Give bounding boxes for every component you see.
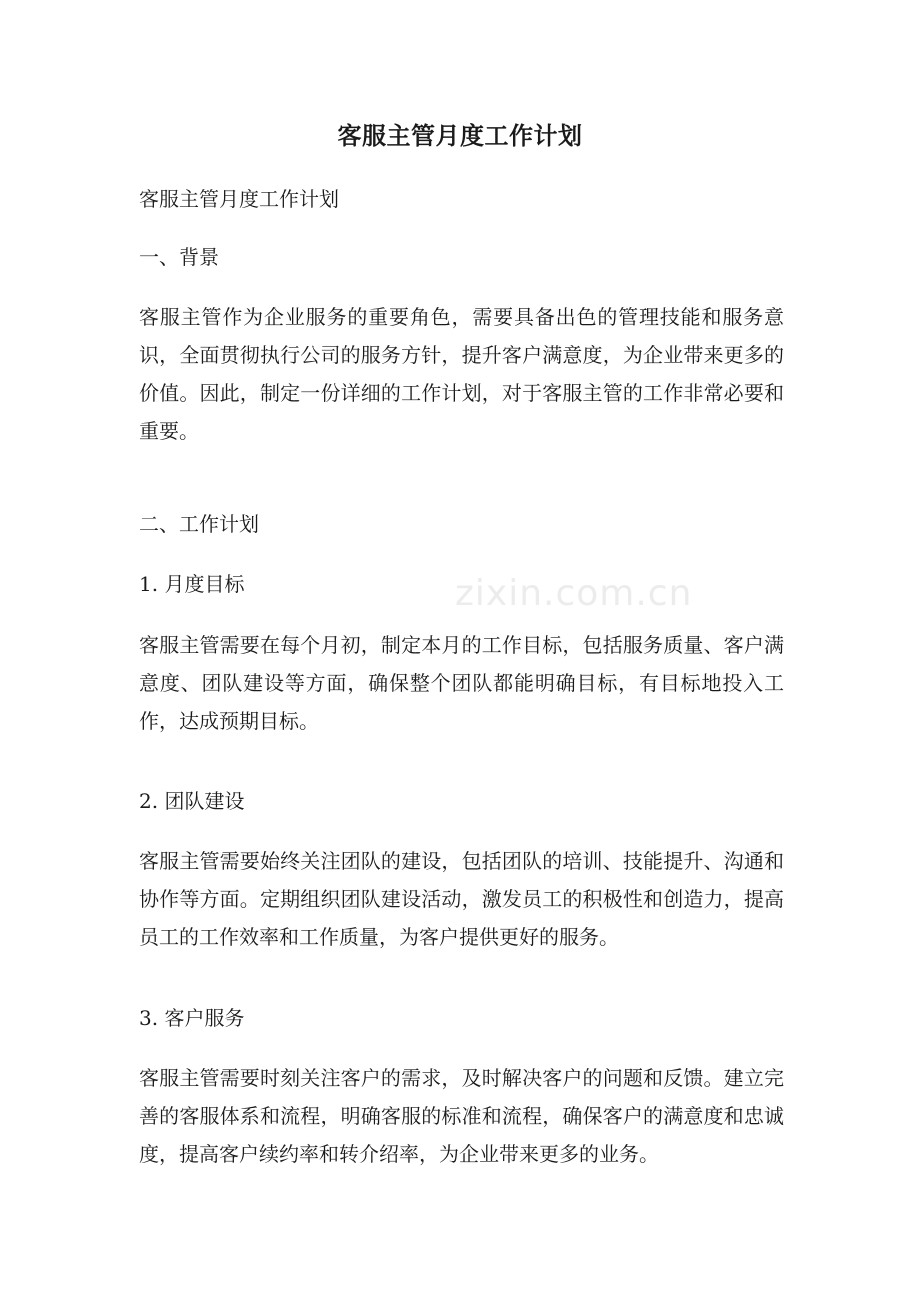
paragraph-customer-service: 客服主管需要时刻关注客户的需求，及时解决客户的问题和反馈。建立完善的客服体系和流程，明确客服的标准和流程，确保客户的满意度和忠诚度，提高客户续约率和转介绍率，为企业带来更多的业务。 bbox=[139, 1066, 784, 1166]
paragraph-background: 客服主管作为企业服务的重要角色，需要具备出色的管理技能和服务意识，全面贯彻执行公司的服务方针，提升客户满意度，为企业带来更多的价值。因此，制定一份详细的工作计划，对于客服主管的工作非常必要和重要。 bbox=[139, 305, 784, 443]
item-heading-monthly-goals: 1. 月度目标 bbox=[139, 572, 245, 596]
watermark: zixin.com.cn bbox=[455, 573, 693, 614]
paragraph-monthly-goals: 客服主管需要在每个月初，制定本月的工作目标，包括服务质量、客户满意度、团队建设等方面，确保整个团队都能明确目标，有目标地投入工作，达成预期目标。 bbox=[139, 633, 784, 733]
paragraph-team-building: 客服主管需要始终关注团队的建设，包括团队的培训、技能提升、沟通和协作等方面。定期组织团队建设活动，激发员工的积极性和创造力，提高员工的工作效率和工作质量，为客户提供更好的服务。 bbox=[139, 849, 784, 949]
item-heading-team-building: 2. 团队建设 bbox=[139, 789, 245, 813]
section-heading-background: 一、背景 bbox=[139, 245, 219, 269]
document-subtitle: 客服主管月度工作计划 bbox=[139, 187, 339, 211]
page-title: 客服主管月度工作计划 bbox=[337, 121, 583, 150]
item-heading-customer-service: 3. 客户服务 bbox=[139, 1006, 245, 1030]
section-heading-plan: 二、工作计划 bbox=[139, 512, 259, 536]
